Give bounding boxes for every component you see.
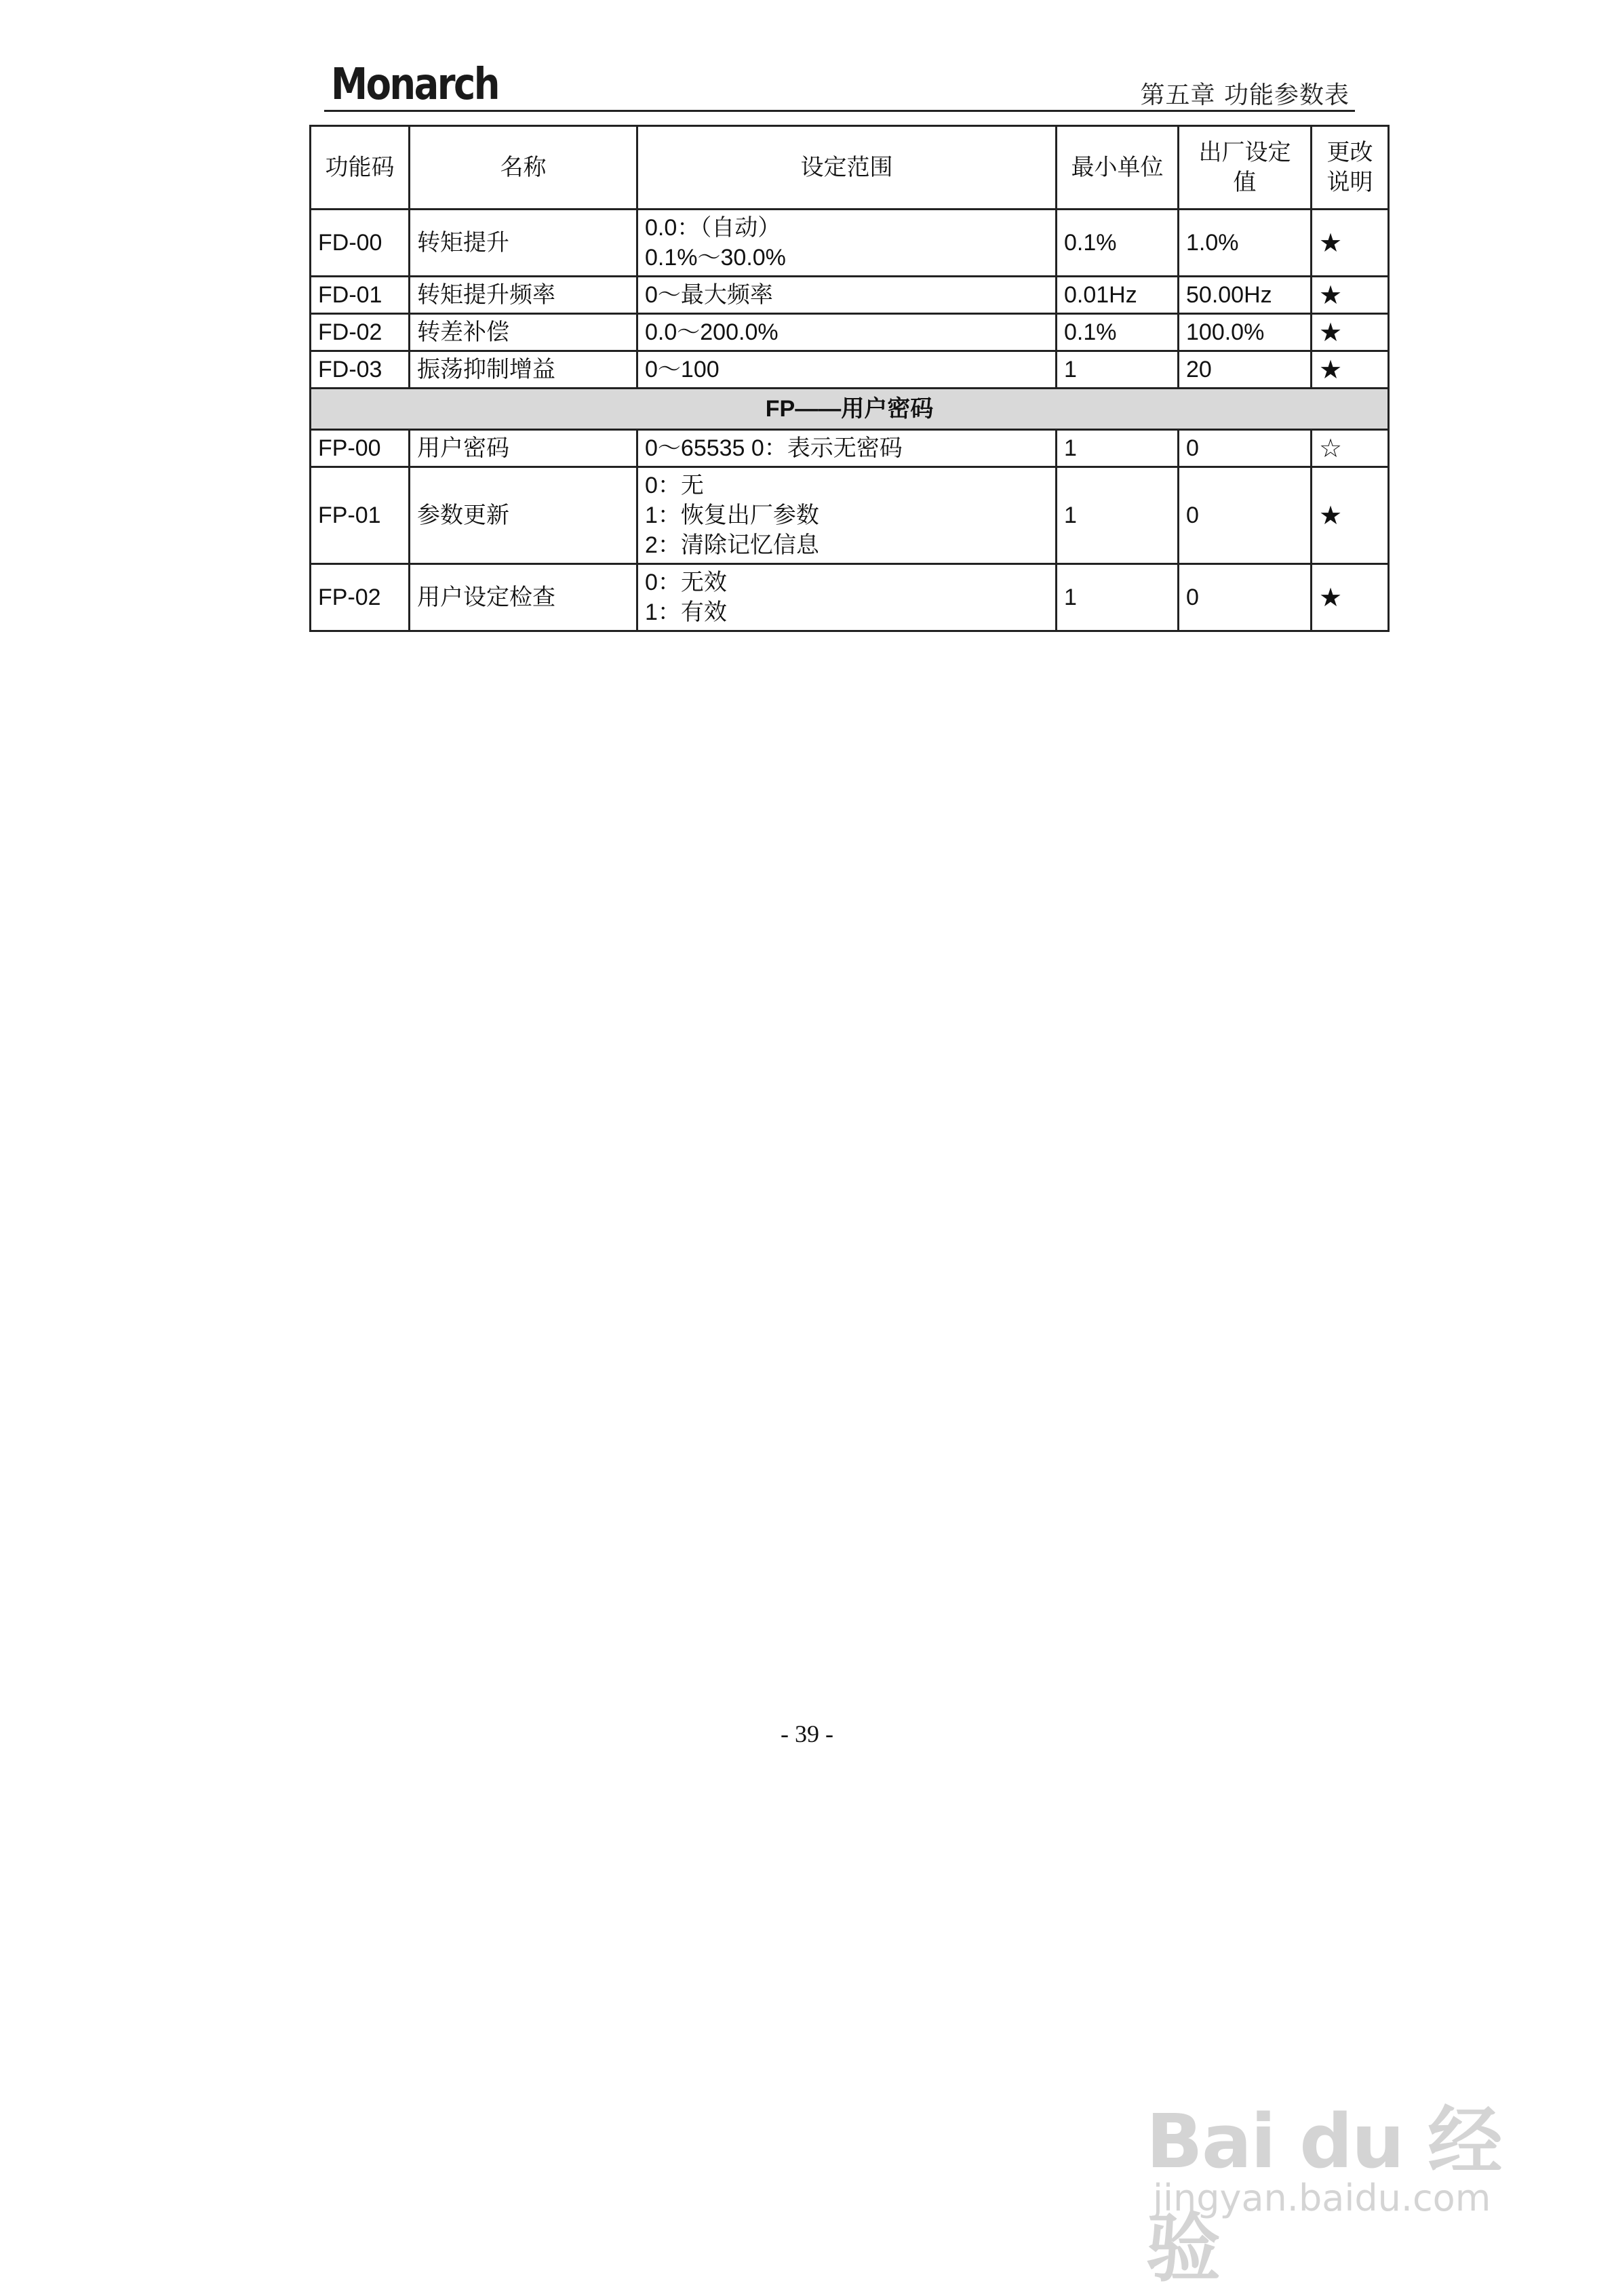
setting-range-line: 1：恢复出厂参数 <box>645 502 819 528</box>
column-header <box>637 126 1057 210</box>
factory-default: 0 <box>1179 467 1312 564</box>
change-mark: ☆ <box>1312 430 1389 467</box>
setting-range-line: 0～65535 0：表示无密码 <box>645 435 903 461</box>
table-row <box>311 277 1389 314</box>
change-mark: ★ <box>1312 277 1389 314</box>
watermark-url: jingyan.baidu.com <box>1153 2177 1491 2219</box>
column-header-text: 名称 <box>500 154 547 181</box>
min-unit: 1 <box>1057 430 1179 467</box>
setting-range <box>637 467 1057 564</box>
min-unit: 0.1% <box>1057 210 1179 277</box>
min-unit: 1 <box>1057 564 1179 631</box>
param-name: 转矩提升 <box>410 210 637 277</box>
table-row <box>311 314 1389 351</box>
brand-logo: Monarch <box>331 60 498 110</box>
setting-range <box>637 430 1057 467</box>
table-row <box>311 210 1389 277</box>
watermark <box>1146 2041 1526 2292</box>
setting-range-line: 0～最大频率 <box>645 282 773 308</box>
param-name: 参数更新 <box>410 467 637 564</box>
column-header <box>1179 126 1312 210</box>
table-row <box>311 351 1389 389</box>
function-code: FD-02 <box>311 314 410 351</box>
setting-range-line: 1：有效 <box>645 599 727 625</box>
min-unit: 0.1% <box>1057 314 1179 351</box>
setting-range-line: 0：无效 <box>645 570 727 595</box>
table-row <box>311 430 1389 467</box>
change-mark: ★ <box>1312 314 1389 351</box>
param-name: 振荡抑制增益 <box>410 351 637 389</box>
page-number: - 39 - <box>781 1720 833 1747</box>
function-code: FD-00 <box>311 210 410 277</box>
change-mark: ★ <box>1312 564 1389 631</box>
setting-range-line: 0：无 <box>645 473 704 498</box>
factory-default: 50.00Hz <box>1179 277 1312 314</box>
setting-range <box>637 351 1057 389</box>
table-row <box>311 564 1389 631</box>
column-header-text: 更改 <box>1326 139 1373 166</box>
min-unit: 1 <box>1057 351 1179 389</box>
column-header <box>311 126 410 210</box>
column-header <box>1312 126 1389 210</box>
function-code: FP-02 <box>311 564 410 631</box>
change-mark: ★ <box>1312 351 1389 389</box>
setting-range <box>637 277 1057 314</box>
group-row <box>311 389 1389 430</box>
param-name: 转差补偿 <box>410 314 637 351</box>
setting-range-line: 0～100 <box>645 357 720 382</box>
column-header-text: 说明 <box>1326 169 1373 196</box>
factory-default: 20 <box>1179 351 1312 389</box>
header-divider <box>324 110 1355 112</box>
function-code: FD-01 <box>311 277 410 314</box>
parameter-table <box>309 125 1390 632</box>
column-header-text: 出厂设定 <box>1198 139 1291 166</box>
column-header <box>1057 126 1179 210</box>
chapter-title: 第五章 功能参数表 <box>1140 81 1350 109</box>
min-unit: 1 <box>1057 467 1179 564</box>
setting-range-line: 2：清除记忆信息 <box>645 532 819 558</box>
setting-range-line: 0.0：（自动） <box>645 215 781 241</box>
column-header-text: 最小单位 <box>1071 154 1164 181</box>
function-code: FP-01 <box>311 467 410 564</box>
param-name: 转矩提升频率 <box>410 277 637 314</box>
column-header-text: 设定范围 <box>800 154 893 181</box>
table-header-row <box>311 126 1389 210</box>
function-code: FP-00 <box>311 430 410 467</box>
column-header-text: 值 <box>1233 169 1257 196</box>
change-mark: ★ <box>1312 210 1389 277</box>
setting-range <box>637 564 1057 631</box>
param-name: 用户设定检查 <box>410 564 637 631</box>
column-header <box>410 126 637 210</box>
setting-range <box>637 314 1057 351</box>
setting-range-line: 0.1%～30.0% <box>645 245 786 271</box>
group-title: FP——用户密码 <box>311 389 1389 430</box>
factory-default: 0 <box>1179 564 1312 631</box>
factory-default: 100.0% <box>1179 314 1312 351</box>
factory-default: 0 <box>1179 430 1312 467</box>
setting-range-line: 0.0～200.0% <box>645 319 779 345</box>
factory-default: 1.0% <box>1179 210 1312 277</box>
min-unit: 0.01Hz <box>1057 277 1179 314</box>
function-code: FD-03 <box>311 351 410 389</box>
param-name: 用户密码 <box>410 430 637 467</box>
setting-range <box>637 210 1057 277</box>
watermark-brand: Bai du 经验 <box>1146 2098 1501 2292</box>
column-header-text: 功能码 <box>325 154 395 181</box>
table-row <box>311 467 1389 564</box>
change-mark: ★ <box>1312 467 1389 564</box>
